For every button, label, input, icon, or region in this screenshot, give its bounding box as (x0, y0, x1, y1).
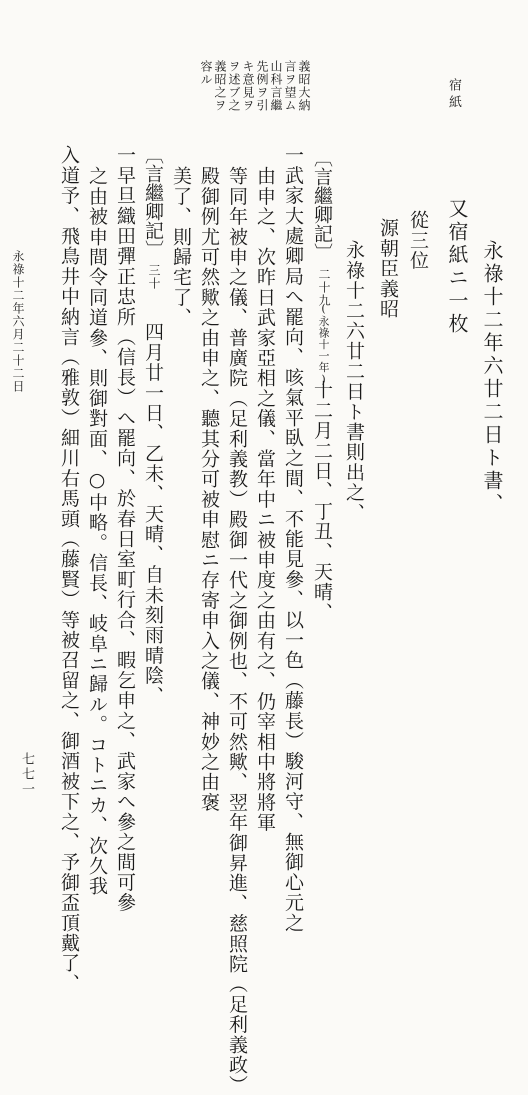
top-note-4: 先例ヲ引 (255, 60, 269, 112)
top-note-1: 義昭大納 (297, 60, 311, 112)
body-line-8: 一早旦織田彈正忠所（信長）へ罷向、於春日室町行合、暇乞申之、武家へ參之間可參 (114, 145, 136, 913)
body-line-4: 等同年被申之儀、普廣院（足利義教）殿御一代之御例也、不可然歟、翌年御昇進、慈照院（足利義政） (226, 166, 248, 1095)
entry-title: 又宿紙ニ一枚 (445, 198, 469, 336)
top-note-2: 言ヲ望ム (283, 60, 297, 112)
entry-number-1: 二十九 (317, 268, 331, 307)
page-number: 七七一 (19, 752, 34, 797)
body-line-6: 美了、則歸宅了、 (170, 166, 192, 328)
rank-line: 從三位 (407, 210, 429, 271)
top-note-6: ヲ述ブ之 (227, 60, 241, 112)
top-note-8: 容ル (199, 60, 213, 86)
body-line-5: 殿御例尤可然歟之由申之、聽其分可被申慰ニ存寄申入之儀、神妙之由褒 (198, 166, 220, 813)
body-line-7: 四月廿一日、乙未、天晴、自未刻雨晴陰、 (142, 322, 164, 706)
name-line: 源朝臣義昭 (377, 218, 399, 319)
body-line-3: 由申之、次昨日武家亞相之儀、當年中ニ被申度之由有之、仍宰相中將將軍 (254, 166, 276, 833)
body-line-1: 十二月二日、丁丑、天晴、 (311, 380, 333, 623)
top-note-3: 山科言繼 (269, 60, 283, 112)
body-line-9: 之由被申間令同道參、則御對面、○中略。信長、岐阜ニ歸ル。コトニカ、次久我 (86, 166, 108, 897)
entry-number-2: 三十 (147, 264, 161, 290)
entry-note-1: (永祿十一年) (317, 302, 330, 387)
footer-date: 永祿十二年六月二十二日 (11, 250, 25, 393)
body-line-2: 一武家大處卿局へ罷向、咳氣平臥之間、不能見參、以一色（藤長）駿河守、無御心元之 (282, 145, 304, 933)
body-line-10: 入道予、飛鳥井中納言（雅敦）細川右馬頭（藤賢）等被召留之、御酒被下之、予御盃頂戴了、 (58, 145, 80, 994)
marginal-note: 宿紙 (446, 78, 461, 112)
source-bracket-1: 〔言繼卿記〕 (311, 148, 333, 262)
date-line: 永祿十二六廿二日ト書則出之、 (343, 240, 365, 523)
header-right-title: 永祿十二年六廿二日ト書、 (480, 240, 504, 516)
source-bracket-2: 〔言繼卿記〕 (142, 145, 164, 259)
top-note-5: キ意見ヲ (241, 60, 255, 112)
top-note-7: 義昭之ヲ (213, 60, 227, 112)
